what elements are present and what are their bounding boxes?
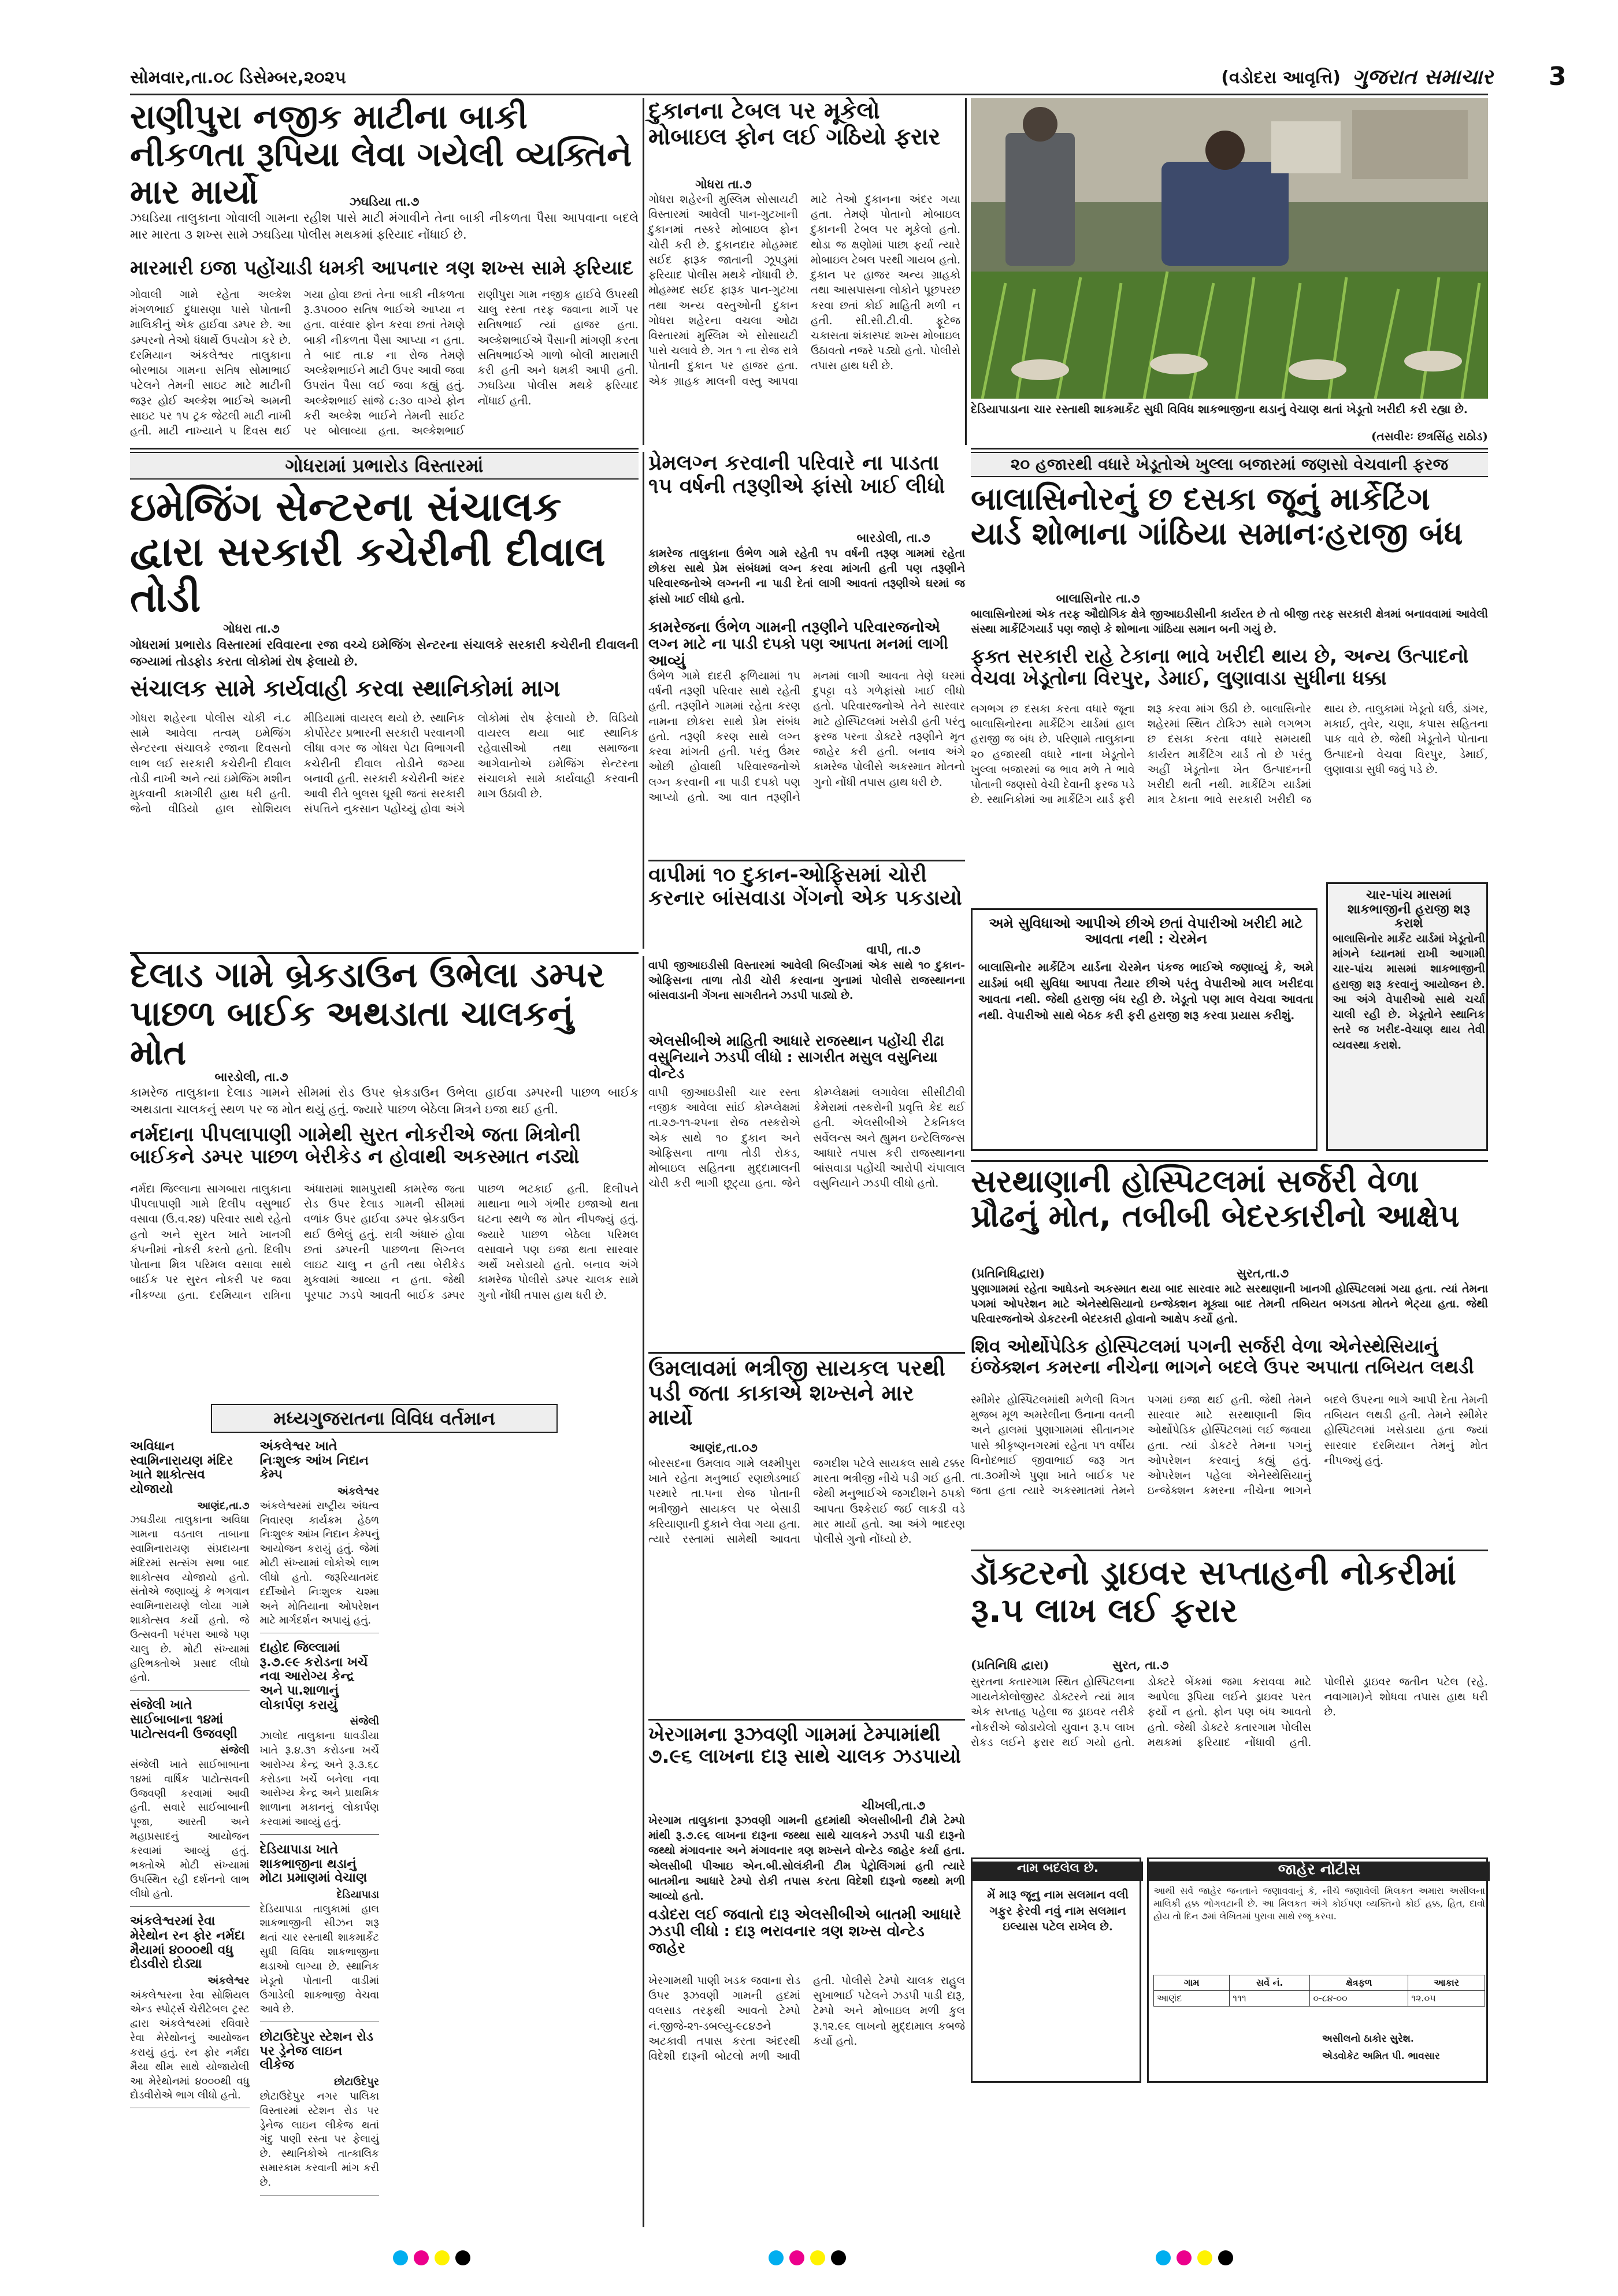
section-rule [648,860,965,861]
box-title: અમે સુવિધાઓ આપીએ છીએ છતાં વેપારીઓ ખરીદી માટે આવતા નથી : ચેરમેન [989,915,1303,947]
dateline: બારડોલી, તા.૭ [856,530,930,545]
story-vapi-theft [648,864,965,1349]
registration-marks [0,2242,1618,2276]
headline: ઇમેજિંગ સેન્ટરના સંચાલક દ્વારા સરકારી કચેરીની દીવાલ તોડી [130,483,606,621]
regional-item-headline: અંકલેશ્વરમાં રેવા મેરેથોન રન ફોર નર્મદા મૈયામાં ૪૦૦૦થી વધુ દોડવીરો દોડ્યા [130,1914,245,1972]
notice-advocate-2: એડવોકેટ અમિત પી. ભાવસાર [1322,2050,1440,2062]
regional-item-dateline: સંજેલી [350,1715,379,1728]
notice-advocate: અસીલનો ઠાકોર સુરેશ. [1322,2033,1414,2045]
regional-item-body: ઝઘડીયા તાલુકાના અવિધા ગામના વડતાલ તાબાના સ્વામિનારાયણ સંપ્રદાયના મંદિરમાં સત્સંગ સભા બાદ શાકોત્સવ યોજાયો હતો. સંતોએ જણાવ્યું કે ભગવાન સ્વામિનારાયણે લોયા ગામે શાકોત્સવ કર્યો હતો. જે ઉત્સવની પરંપરા આજે પણ ચાલુ છે. મોટી સંખ્યામાં હરિભક્તોએ પ્રસાદ લીધો હતો. [130,1514,250,1684]
photo-credit: (તસવીરઃ છત્રસિંહ રાઠોડ) [1371,429,1488,443]
public-notice [1147,1857,1488,2083]
masthead-paper-name: ગુજરાત સમાચાર [1352,65,1493,89]
regional-item-headline: અંકલેશ્વર ખાતે નિઃશુલ્ક આંખ નિદાન કેમ્પ [259,1439,369,1483]
masthead [0,0,1618,92]
headline: બાલાસિનોરનું છ દસકા જૂનું માર્કેટિંગ યાર્ડ શોભાના ગાંઠિયા સમાનઃહરાજી બંધ [971,481,1463,552]
registration-dot [1197,2250,1212,2265]
intro: કામરેજ તાલુકાના ઉંભેળ ગામે રહેતી ૧૫ વર્ષની તરૂણ ગામમાં રહેતા છોકરા સાથે પ્રેમ સંબંધમાં લગ્ન કરવા માંગતી હતી પણ તરૂણીને પરિવારજનોએ લગ્નની ના પાડી દેતાં લાગી આવતાં તરૂણીએ ઘરમાં જ ફાંસો ખાઈ લીધો હતો. [648,547,965,605]
notice-cell: ૧૧૧ [1230,1991,1310,2007]
headline: ડૉક્ટરનો ડ્રાઇવર સપ્તાહની નોકરીમાં રૂ.૫ લાખ લઈ ફરાર [971,1553,1457,1630]
byline: (પ્રતિનિધિ દ્વારા) [971,1658,1049,1672]
article-body: ગોધરા શહેરની મુસ્લિમ સોસાયટી વિસ્તારમાં આવેલી પાન-ગુટખાની દુકાનમાં તસ્કરે મોબાઇલ ફોન ચોરી કરી છે. દુકાનદાર મોહમ્મદ સઈદ ફારૂક જાતાની ઝૂપડુમાં ફરિયાદ પોલીસ મથકે નોંધાવી છે. મોહમ્મદ સઈદ ફારૂક પાન-ગુટખા તથા અન્ય વસ્તુઓની દુકાન ગોધરા શહેરના વચલા ઓઢા વિસ્તારમાં મુસ્લિમ એ સોસાયટી પાસે ચલાવે છે. ગત ૧ ના રોજ રાત્રે પોતાની દુકાન પર હાજર હતા. એક ગ્રાહક માલની વસ્તુ આપવા માટે તેઓ દુકાનના અંદર ગયા હતા. તેમણે પોતાનો મોબાઇલ દુકાનની ટેબલ પર મૂકેલો હતો. થોડા જ ક્ષણોમાં પાછા ફર્યા ત્યારે મોબાઇલ ટેબલ પરથી ગાયબ હતો. દુકાન પર હાજર અન્ય ગ્રાહકો તથા આસપાસના લોકોને પૂછપરછ કરવા છતાં કોઈ માહિતી મળી ન હતી. સી.સી.ટી.વી. ફૂટેજ ચકાસતા શંકાસ્પદ શખ્સ મોબાઇલ ઉઠાવતો નજરે પડ્યો હતો. પોલીસે તપાસ હાથ ધરી છે. [648,193,960,388]
headline: રાણીપુરા નજીક માટીના બાકી નીકળતા રૂપિયા લેવા ગયેલી વ્યક્તિને માર માર્યો [130,97,632,211]
photo-image [971,98,1488,399]
story-mobile-theft [648,98,960,451]
regional-item-body: ઝાલોદ તાલુકાના ધાવડીયા ખાતે રૂ.૪.૩૧ કરોડના ખર્ચે આરોગ્ય કેન્દ્ર અને રૂ.૩.૬૮ કરોડના ખર્ચે બનેલા નવા આરોગ્ય કેન્દ્ર અને પ્રાથમિક શાળાના મકાનનું લોકાર્પણ કરવામાં આવ્યું હતું. [259,1730,379,1829]
story-khergam-liquor [648,1719,965,1904]
registration-dot [769,2250,784,2265]
intro: વાપી જીઆઇડીસી વિસ્તારમાં આવેલી બિલ્ડીંગમાં એક સાથે ૧૦ દુકાન-ઓફિસના તાળા તોડી ચોરી કરવાના ગુનામાં પોલીસે રાજસ્થાનના બાંસવાડાની ગેંગના સાગરીતને ઝડપી પાડ્યો છે. [648,959,965,1002]
regional-item-body: અંકલેશ્વરના રેવા સોશિયલ એન્ડ સ્પોર્ટ્સ ચેરીટેબલ ટ્રસ્ટ દ્વારા અંકલેશ્વરમાં રવિવારે રેવા મેરેથોનનું આયોજન કરાયું હતું. રન ફોર નર્મદા મૈયા થીમ સાથે યોજાયેલી આ મેરેથોનમાં ૪૦૦૦થી વધુ દોડવીરોએ ભાગ લીધો હતો. [130,1989,250,2102]
vegetable-market-photo [971,98,1488,445]
notice-body: આથી સર્વ જાહેર જનતાને જણાવવાનું કે, નીચે જણાવેલી મિલકત અમારા અસીલના માલિકી હક્ક ભોગવટાની છે. આ મિલકત અંગે કોઈપણ વ્યક્તિનો કોઈ હક્ક, હિત, દાવો હોય તો દિન ૭માં લેખિતમાં પુરાવા સાથે રજૂ કરવા. [1153,1885,1485,1922]
regional-item-dateline: અંકલેશ્વર [337,1485,379,1498]
regional-item-dateline: અંકલેશ્વર [207,1974,250,1987]
regional-item [130,1440,250,1691]
registration-dot [831,2250,846,2265]
regional-item [260,1843,380,2022]
kicker: ગોધરામાં પ્રભારોડ વિસ્તારમાં [130,452,639,480]
subhead: એલસીબીએ માહિતી આધારે રાજસ્થાન પહોંચી રીઢા વસુનિયાને ઝડપી લીધો : સાગરીત મસુલ વસુનિયા વોન્ટેડ [648,1032,944,1082]
registration-dot [455,2250,470,2265]
regional-item-headline: સંજેલી ખાતે સાઈબાબાના ૧૪માં પાટોત્સવની ઉજવણી [130,1698,237,1741]
article-body: સુરતના કતારગામ સ્થિત હોસ્પિટલના ગાયનેકોલોજીસ્ટ ડોક્ટરને ત્યાં માત્ર એક સપ્તાહ પહેલા જ ડ્રાઇવર તરીકે નોકરીએ જોડાયેલો યુવાન રૂ.૫ લાખ રોકડ લઈને ફરાર થઈ ગયો હતો. ડોક્ટરે બેંકમાં જમા કરાવવા માટે આપેલા રૂપિયા લઈને ડ્રાઇવર પરત ફર્યો ન હતો. ફોન પણ બંધ આવતો હતો. જેથી ડોક્ટરે કતારગામ પોલીસ મથકમાં ફરિયાદ નોંધાવી હતી. પોલીસે ડ્રાઇવર જતીન પટેલ (રહે. નવાગામ)ને શોધવા તપાસ હાથ ધરી છે. [971,1675,1488,1749]
notice-header: ક્ષેત્રફળ [1310,1975,1408,1991]
story-sarthana-hospital [971,1164,1488,1545]
intro: ગોધરામાં પ્રભારોડ વિસ્તારમાં રવિવારના રજા વચ્ચે ઇમેજિંગ સેન્ટરના સંચાલકે સરકારી કચેરીની દીવાલની જગ્યામાં તોડફોડ કરતા લોકોમાં રોષ ફેલાયો છે. [130,637,639,668]
notice-header: સર્વે નં. [1230,1975,1310,1991]
article-body: વાપી જીઆઇડીસી ચાર રસ્તા નજીક આવેલા સાંઈ કોમ્પ્લેક્ષમાં તા.૨૭-૧૧-૨૫ના રોજ તસ્કરોએ એક સાથે ૧૦ દુકાન અને ઓફિસના તાળા તોડી રોકડ, મોબાઇલ સહિતના મુદ્દામાલની ચોરી કરી ભાગી છૂટ્યા હતા. જેને કોમ્પ્લેક્ષમાં લગાવેલા સીસીટીવી કેમેરામાં તસ્કરોની પ્રવૃત્તિ કેદ થઈ હતી. એલસીબીએ ટેકનિકલ સર્વેલન્સ અને હ્યુમન ઇન્ટેલિજન્સ આધારે તપાસ કરી રાજસ્થાનના બાંસવાડા પહોંચી આરોપી ચંપાલાલ વસુનિયાને ઝડપી લીધો હતો. [648,1086,965,1190]
article-body: નર્મદા જિલ્લાના સાગબારા તાલુકાના પીપલાપાણી ગામે દિલીપ વસુભાઈ વસાવા (ઉ.વ.૨૪) પરિવાર સાથે રહેતો હતો અને સુરત ખાતે ખાનગી કંપનીમાં નોકરી કરતો હતો. દિલીપ પોતાના મિત્ર પરિમલ વસાવા સાથે બાઈક પર સુરત નોકરી પર જવા નીકળ્યા હતા. દરમિયાન રાત્રિના અંધારામાં શામપુરાથી કામરેજ જતા રોડ ઉપર દેલાડ ગામની સીમમાં વળાંક ઉપર હાઈવા ડમ્પર બ્રેકડાઉન થઈ ઉભેલું હતું. રાત્રી અંધારું હોવા છતાં ડમ્પરની પાછળના સિગ્નલ લાઇટ ચાલુ ન હતી તથા બેરીકેડ મુકવામાં આવ્યા ન હતા. જેથી પૂરપાટ ઝડપે આવતી બાઈક ડમ્પર પાછળ ભટકાઈ હતી. દિલીપને માથાના ભાગે ગંભીર ઇજાઓ થતા ઘટના સ્થળે જ મોત નીપજ્યું હતું. જ્યારે પાછળ બેઠેલા પરિમલ વસાવાને પણ ઇજા થતા સારવાર અર્થે ખસેડાયો હતો. બનાવ અંગે કામરેજ પોલીસે ડમ્પર ચાલક સામે ગુનો નોંધી તપાસ હાથ ધરી છે. [130,1183,639,1302]
dateline: સુરત, તા.૭ [1112,1658,1169,1672]
article-body: ઉંભેળ ગામે દાદરી ફળિયામાં ૧૫ વર્ષની તરૂણી પરિવાર સાથે રહેતી હતી. તરૂણીને ગામમાં રહેતા કરણ નામના છોકરા સાથે પ્રેમ સંબંધ હતો. તરૂણી કરણ સાથે લગ્ન કરવા માંગતી હતી. પરંતુ ઉંમર ઓછી હોવાથી પરિવારજનોએ લગ્ન કરવાની ના પાડી દપકો પણ આપ્યો હતો. આ વાત તરૂણીને મનમાં લાગી આવતા તેણે ઘરમાં દુપટ્ટા વડે ગળેફાંસો ખાઈ લીધો હતો. પરિવારજનોએ તેને સારવાર માટે હોસ્પિટલમાં ખસેડી હતી પરંતુ ફરજ પરના ડોક્ટરે તરૂણીને મૃત જાહેર કરી હતી. બનાવ અંગે કામરેજ પોલીસે અકસ્માત મોતનો ગુનો નોંધી તપાસ હાથ ધરી છે. [648,670,965,804]
intro: પુણાગામમાં રહેતા આધેડનો અકસ્માત થયા બાદ સારવાર માટે સરથાણાની ખાનગી હોસ્પિટલમાં ગયા હતા. ત્યાં તેમના પગમાં ઓપરેશન માટે એનેસ્થેસિયાનો ઇન્જેક્શન મૂક્યા બાદ તેમની તબિયત બગડતા મોતને ભેટ્યા હતા. જેથી પરિવારજનોએ ડોકટરની બેદરકારી હોવાનો આક્ષેપ કર્યો હતો. [971,1283,1488,1326]
dateline: વાપી, તા.૭ [866,942,921,957]
page-number: 3 [1549,62,1567,91]
headline: પ્રેમલગ્ન કરવાની પરિવારે ના પાડતા ૧૫ વર્ષની તરૂણીએ ફાંસો ખાઈ લીધો [648,451,945,499]
story-godhra-imaging [130,452,639,949]
dateline: ઝઘડિયા તા.૭ [349,194,420,209]
chairman-box [971,908,1318,1151]
regional-roundup [130,1404,639,2224]
story-balasinor-market [971,452,1488,1157]
box-body: બાલાસિનોર માર્કેટિંગ યાર્ડના ચેરમેન પંકજ ભાઈએ જણાવ્યું કે, અમે યાર્ડમાં બધી સુવિધા આપવા તૈયાર છીએ પરંતુ વેપારીઓ માલ ખરીદવા આવતા નથી. જેથી હરાજી બંધ રહી છે. ખેડૂતો પણ માલ વેચવા આવતા નથી. વેપારીઓ સાથે બેઠક કરી ફરી હરાજી શરૂ કરવા પ્રયાસ કરીશું. [978,960,1313,1022]
regional-item [130,1915,250,2108]
article-body: કામરેજ તાલુકાના દેલાડ ગામને સીમમાં રોડ ઉપર બ્રેકડાઉન ઉભેલા હાઈવા ડમ્પરની પાછળ બાઈક અથડાતા ચાલકનું સ્થળ પર જ મોત થયું હતું. જ્યારે પાછળ બેઠેલા મિત્રને ઇજા થઈ હતી. [130,1086,639,1116]
regional-item-body: અંકલેશ્વરમાં રાષ્ટ્રીય અંધત્વ નિવારણ કાર્યક્રમ હેઠળ નિઃશુલ્ક આંખ નિદાન કેમ્પનું આયોજન કરાયું હતું. જેમાં મોટી સંખ્યામાં લોકોએ લાભ લીધો હતો. જરૂરિયાતમંદ દર્દીઓને નિઃશુલ્ક ચશ્મા અને મોતિયાના ઓપરેશન માટે માર્ગદર્શન અપાયું હતું. [259,1499,379,1627]
section-rule [130,448,639,449]
headline: ઉમલાવમાં ભત્રીજી સાયકલ પરથી પડી જતા કાકાએ શખ્સને માર માર્યો [648,1355,945,1431]
regional-item [260,1641,380,1835]
article-body: બોરસદના ઉમલાવ ગામે લક્ષ્મીપુરા ખાતે રહેતા મનુભાઈ રણછોડભાઈ પરમારે તા.૫ના રોજ પોતાની ભત્રીજીને સાયકલ પર બેસાડી કરિયાણાની દુકાને લેવા ગયા હતા. ત્યારે રસ્તામાં સામેથી આવતા જગદીશ પટેલે સાયકલ સાથે ટક્કર મારતા ભત્રીજી નીચે પડી ગઈ હતી. જેથી મનુભાઈએ જગદીશને ઠપકો આપતા ઉશ્કેરાઈ જઈ લાકડી વડે માર માર્યો હતો. આ અંગે ભાદરણ પોલીસે ગુનો નોંધ્યો છે. [648,1457,965,1546]
masthead-edition: (વડોદરા આવૃત્તિ) [1221,68,1341,88]
column-rule [643,98,644,445]
section-rule [130,952,639,954]
notice-cell: ૧૨.૦૫ [1408,1991,1485,2007]
article-body: સ્મીમેર હોસ્પિટલમાંથી મળેલી વિગત મુજબ મૂળ અમરેલીના ઉનાના વતની અને હાલમાં પુણાગામમાં સીતાનગર પાસે શ્રીકૃષ્ણનગરમાં રહેતા ૫૧ વર્ષીય વિનોદભાઈ જીવાભાઈ જરૂ ગત તા.૩૦મીએ પુણા ખાતે બાઈક પર જતા હતા ત્યારે અકસ્માતમાં તેમને પગમાં ઇજા થઈ હતી. જેથી તેમને સારવાર માટે સરથાણાની શિવ ઓર્થોપેડિક હોસ્પિટલમાં લઈ જવાયા હતા. ત્યાં ડોકટરે તેમના પગનું ઓપરેશન કરવાનું કહ્યું હતું. ઓપરેશન પહેલા એનેસ્થેસિયાનું ઇન્જેક્શન કમરના નીચેના ભાગને બદલે ઉપરના ભાગે આપી દેતા તેમની તબિયત લથડી હતી. તેમને સ્મીમેર હોસ્પિટલમાં ખસેડાયા હતા જ્યાં સારવાર દરમિયાન તેમનું મોત નીપજ્યું હતું. [971,1394,1488,1498]
byline: (પ્રતિનિધિદ્વારા) [971,1266,1045,1280]
box-body: બાલાસિનોર માર્કેટ યાર્ડમાં ખેડૂતોની માંગને ધ્યાનમાં રાખી આગામી ચાર-પાંચ માસમાં શાકભાજીની હરાજી શરૂ કરવાનું આયોજન છે. આ અંગે વેપારીઓ સાથે ચર્ચા ચાલી રહી છે. ખેડૂતોને સ્થાનિક સ્તરે જ ખરીદ-વેચાણ થાય તેવી વ્યવસ્થા કરાશે. [1333,932,1485,1052]
story-umlav [648,1356,965,1714]
story-driver-fraud [971,1554,1488,1855]
notice-table [1153,1975,1485,2021]
headline: દેલાડ ગામે બ્રેકડાઉન ઉભેલા ડમ્પર પાછળ બાઈક અથડાતા ચાલકનું મોત [130,955,605,1073]
notice-title: જાહેર નોટીસ [1149,1862,1490,1881]
story-vadodara-liquor [648,1907,965,2230]
subhead: મારમારી ઇજા પહોંચાડી ધમકી આપનાર ત્રણ શખ્સ સામે ફરિયાદ [130,257,634,280]
registration-dot [414,2250,429,2265]
article-body: ખેરગામ તાલુકાના રૂઝવણી ગામની હદમાંથી એલસીબીની ટીમે ટેમ્પો માંથી રૂ.૭.૯૬ લાખના દારૂના જથ્થા સાથે ચાલકને ઝડપી પાડી દારૂનો જથ્થો મંગાવનાર અને મંગાવનાર ત્રણ શખ્સને વોન્ટેડ જાહેર કર્યા હતા. એલસીબી પીઆઇ એન.બી.સોલંકીની ટીમ પેટ્રોલિંગમાં હતી ત્યારે બાતમીના આધારે ટેમ્પો રોકી તપાસ કરતા વિદેશી દારૂનો જથ્થો મળી આવ્યો હતો. [648,1814,965,1903]
subhead: ફક્ત સરકારી રાહે ટેકાના ભાવે ખરીદી થાય છે, અન્ય ઉત્પાદનો વેચવા ખેડૂતોના વિરપુર, ડેમાઈ, લુણાવાડા સુધીના ધક્કા [971,645,1469,690]
column-rule [965,98,967,445]
registration-dot [393,2250,408,2265]
headline: વડોદરા લઈ જવાતો દારૂ એલસીબીએ બાતમી આધારે ઝડપી લીધો : દારૂ ભરાવનાર ત્રણ શખ્સ વોન્ટેડ જાહેર [648,1906,962,1957]
column-rule [643,452,644,949]
registration-dot [1156,2250,1171,2265]
dateline: ચીખલી,તા.૭ [861,1798,926,1812]
section-rule [971,1550,1488,1551]
dateline: આણંદ,તા.૦૭ [689,1440,758,1455]
masthead-date: સોમવાર,તા.૦૮ ડિસેમ્બર,૨૦૨૫ [130,68,347,88]
registration-dot [810,2250,825,2265]
notice-cell: ૦-૮૪-૦૦ [1310,1991,1408,2007]
registration-dot [789,2250,804,2265]
subhead: સંચાલક સામે કાર્યવાહી કરવા સ્થાનિકોમાં માગ [130,675,561,702]
regional-item-dateline: દેડિયાપાડા [336,1888,379,1901]
regional-item-dateline: આણંદ,તા.૭ [197,1499,250,1512]
section-rule [648,1352,965,1354]
column-rule [643,956,644,2227]
regional-banner: મધ્યગુજરાતના વિવિધ વર્તમાન [211,1404,558,1433]
subhead: કામરેજના ઉંભેળ ગામની તરૂણીને પરિવારજનોએ લગ્ન માટે ના પાડી દપકો પણ આપતા મનમાં લાગી આવ્યું [648,619,948,670]
regional-item-headline: દેડિયાપાડા ખાતે શાકભાજીના થડાનું મોટા પ્રમાણમાં વેચાણ [259,1842,368,1886]
headline: દુકાનના ટેબલ પર મૂકેલો મોબાઇલ ફોન લઈ ગઠિયો ફરાર [648,98,941,150]
notice-header: આકાર [1408,1975,1485,1991]
section-rule [971,1160,1488,1162]
name-change-title: નામ બદલેલ છે. [973,1862,1143,1881]
registration-dot [1177,2250,1192,2265]
regional-item-headline: છોટાઉદેપુર સ્ટેશન રોડ પર ડ્રેનેજ લાઇન લીકેજ [259,2030,374,2073]
registration-dot [1218,2250,1233,2265]
headline: ખેરગામના રૂઝવણી ગામમાં ટેમ્પામાંથી ૭.૯૬ લાખના દારૂ સાથે ચાલક ઝડપાયો [648,1723,961,1769]
story-love-marriage [648,452,965,856]
story-delad-accident [130,956,639,1121]
dateline: ગોધરા તા.૭ [223,621,280,636]
story-maramari [130,257,639,445]
regional-item-dateline: સંજેલી [220,1744,250,1757]
regional-item [260,1440,380,1633]
regional-item [130,1699,250,1907]
section-rule [971,448,1488,449]
intro: બાલાસિનોરમાં એક તરફ ઔદ્યોગિક ક્ષેત્રે જીઆઇડીસીની કાર્યરત છે તો બીજી તરફ સરકારી ક્ષેત્રમાં બનાવવામાં આવેલી સંસ્થા માર્કેટિંગયાર્ડ પણ જાણે કે શોભાના ગાંઠિયા સમાન બની ગયું છે. [971,608,1488,636]
regional-item-body: છોટાઉદેપુર નગર પાલિકા વિસ્તારમાં સ્ટેશન રોડ પર ડ્રેનેજ લાઇન લીકેજ થતાં ગંદુ પાણી રસ્તા પર ફેલાયું છે. સ્થાનિકોએ તાત્કાલિક સમારકામ કરવાની માંગ કરી છે. [259,2090,379,2189]
dateline: સુરત,તા.૭ [1237,1266,1289,1280]
dateline: બારડોલી, તા.૭ [214,1069,288,1084]
article-body: ગોવાલી ગામે રહેતા અલ્કેશ મંગળભાઈ દુધાસણા પાસે પોતાની માલિકીનું એક હાઈવા ડમ્પર છે. આ ડમ્પરનો તેઓ ધંધાર્થે ઉપયોગ કરે છે. દરમિયાન અંકલેશ્વર તાલુકાના બોરભાઠા ગામના સતિષ સોમાભાઈ પટેલને તેમની સાઇટ માટે માટીની જરૂર હોઈ અલ્કેશ ભાઈએ અમની સાઇટ પર ૧૫ ટ્રક જેટલી માટી નાખી હતી. માટી નાખ્યાને ૫ દિવસ થઈ ગયા હોવા છતાં તેના બાકી નીકળતા રૂ.૩૫૦૦૦ સતિષ ભાઈએ આપ્યા ન હતા. વારંવાર ફોન કરવા છતાં તેમણે બાકી નીકળતા પૈસા આપ્યા ન હતા. તે બાદ તા.૪ ના રોજ તેમણે અલ્કેશભાઈને માટી ઉપર આવી જવા ઉપરાંત પૈસા લઈ જવા કહ્યું હતું. અલ્કેશભાઈ સાંજે ૮:૩૦ વાગ્યે ફોન કરી અલ્કેશ ભાઈને તેમની સાઈટ પર બોલાવ્યા હતા. અલ્કેશભાઈ રાણીપુરા ગામ નજીક હાઈવે ઉપરથી ચાલુ રસ્તા તરફ જવાના માર્ગે પર સતિષભાઈ ત્યાં હાજર હતા. અલ્કેશભાઈએ પૈસાની માંગણી કરતા સતિષભાઈએ ગાળો બોલી મારામારી કરી હતી અને ધમકી આપી હતી. ઝઘડિયા પોલીસ મથકે ફરિયાદ નોંધાઈ હતી. [130,288,639,437]
regional-items [130,1440,639,2223]
story-narmada-accident [130,1124,639,1398]
story-ranipura [130,98,639,254]
regional-item [260,2030,380,2195]
dateline: બાલાસિનોર તા.૭ [1056,591,1140,605]
photo-caption: દેડિયાપાડાના ચાર રસ્તાથી શાકમાર્કેટ સુધી વિવિધ શાકભાજીના થડાનું વેચાણ થતાં ખેડૂતો ખરીદી કરી રહ્યા છે. [971,402,1468,416]
notice-cell: આણંદ [1154,1991,1230,2007]
headline: વાપીમાં ૧૦ દુકાન-ઓફિસમાં ચોરી કરનાર બાંસવાડા ગેંગનો એક પકડાયો [648,863,962,911]
section-rule [648,1719,965,1721]
article-body: ઝઘડિયા તાલુકાના ગોવાલી ગામના રહીશ પાસે માટી મંગાવીને તેના બાકી નીકળતા પૈસા આપવાના બદલે માર મારતા ૩ શખ્સ સામે ઝઘડિયા પોલીસ મથકમાં ફરિયાદ નોંધાઈ છે. [130,211,639,242]
subhead: શિવ ઓર્થોપેડિક હોસ્પિટલમાં પગની સર્જરી વેળા એનેસ્થેસિયાનું ઇંજેક્શન કમરના નીચેના ભાગને બદલે ઉપર અપાતા તબિયત લથડી [971,1335,1474,1378]
name-change-notice [971,1857,1141,2083]
regional-item-headline: અવિધાન સ્વામિનારાયણ મંદિર ખાતે શાકોત્સવ યોજાયો [130,1439,233,1496]
regional-item-body: સંજેલી ખાતે સાઈબાબાના ૧૪માં વાર્ષિક પાટોત્સવની ઉજવણી કરવામાં આવી હતી. સવારે સાઈબાબાની પૂજા, આરતી અને મહાપ્રસાદનું આયોજન કરવામાં આવ્યું હતું. ભક્તોએ મોટી સંખ્યામાં ઉપસ્થિત રહી દર્શનનો લાભ લીધો હતો. [130,1758,250,1900]
article-body: લગભગ છ દસકા કરતા વધારે જૂના બાલાસિનોરના માર્કેટિંગ યાર્ડમાં હાલ હરાજી જ બંધ છે. પરિણામે તાલુકાના ૨૦ હજારથી વધારે નાના ખેડૂતોને ખુલ્લા બજારમાં જ ભાવ મળે તે ભાવે પોતાની જણસો વેચી દેવાની ફરજ પડે છે. સ્થાનિકોમાં આ માર્કેટિંગ યાર્ડ ફરી શરૂ કરવા માંગ ઉઠી છે. બાલાસિનોર શહેરમાં સ્થિત ટોકિઝ સામે લગભગ છ દસકા કરતા વધારે સમયથી કાર્યરત માર્કેટિંગ યાર્ડ તો છે પરંતુ અહીં ખેડૂતોના ખેત ઉત્પાદનની ખરીદી થતી નથી. માર્કેટિંગ યાર્ડમાં માત્ર ટેકાના ભાવે સરકારી ખરીદી જ થાય છે. તાલુકામાં ખેડૂતો ઘઉં, ડાંગર, મકાઈ, તુવેર, ચણા, કપાસ સહિતના પાક વાવે છે. જેથી ખેડૂતોને પોતાના ઉત્પાદનો વેચવા વિરપુર, ડેમાઈ, લુણાવાડા સુધી જવું પડે છે. [971,703,1488,807]
regional-item-dateline: છોટાઉદેપુર [334,2076,379,2089]
masthead-rule [130,94,1488,95]
headline: નર્મદાના પીપલાપાણી ગામેથી સુરત નોકરીએ જતા મિત્રોની બાઈકને ડમ્પર પાછળ બેરીકેડ ન હોવાથી અકસ્માત નડ્યો [130,1123,581,1169]
notice-header: ગામ [1154,1975,1230,1991]
name-change-body: મેં મારૂ જૂનુ નામ સલમાન વલી ગફુર ફેરવી નવું નામ સલમાન ઇલ્યાસ પટેલ રાખેલ છે. [987,1888,1129,1934]
regional-item-body: દેડિયાપાડા તાલુકામાં હાલ શાકભાજીની સીઝન શરૂ થતાં ચાર રસ્તાથી શાકમાર્કેટ સુધી વિવિધ શાકભાજીના થડાઓ લાગ્યા છે. સ્થાનિક ખેડૂતો પોતાની વાડીમાં ઉગાડેલી શાકભાજી વેચવા આવે છે. [259,1903,379,2016]
regional-item-headline: દાહોદ જિલ્લામાં રૂ.૭.૯૯ કરોડના ખર્ચે નવા આરોગ્ય કેન્દ્ર અને પા.શાળાનું લોકાર્પણ કરાયું [259,1641,368,1712]
vegetable-auction-box [1326,882,1488,1151]
registration-dot [435,2250,450,2265]
article-body: ગોધરા શહેરના પોલીસ ચોકી નં.૮ સામે આવેલા તત્વમ્ ઇમેજિંગ સેન્ટરના સંચાલકે રજાના દિવસનો લાભ લઈ સરકારી કચેરીની દીવાલ તોડી નાખી અને ત્યાં ઇમેજિંગ મશીન મુકવાની કામગીરી હાથ ધરી હતી. જેનો વીડિયો હાલ સોશિયલ મીડિયામાં વાયરલ થયો છે. સ્થાનિક કોર્પોરેટર પ્રભારની સરકારી પરવાનગી લીધા વગર જ ગોધરા પેટા વિભાગની કચેરીની દીવાલ તોડીને જગ્યા બનાવી હતી. સરકારી કચેરીની અંદર આવી રીતે બુલસ ઘૂસી જતાં સરકારી સંપત્તિને નુકસાન પહોંચ્યું હોવા અંગે લોકોમાં રોષ ફેલાયો છે. વિડિયો વાયરલ થયા બાદ સ્થાનિક રહેવાસીઓ તથા સમાજના આગેવાનોએ ઇમેજિંગ સેન્ટરના સંચાલકો સામે કાર્યવાહી કરવાની માગ ઉઠાવી છે. [130,712,639,816]
kicker: ૨૦ હજારથી વધારે ખેડૂતોએ ખુલ્લા બજારમાં જણસો વેચવાની ફરજ [971,452,1488,477]
dateline: ગોધરા તા.૭ [695,177,752,191]
headline: સરથાણાની હોસ્પિટલમાં સર્જરી વેળા પ્રૌઢનું મોત, તબીબી બેદરકારીનો આક્ષેપ [971,1163,1460,1235]
box-title: ચાર-પાંચ માસમાં શાકભાજીની હરાજી શરૂ કરાશે [1347,888,1471,931]
article-body: ખેરગામથી પાણી ખડક જવાના રોડ ઉપર રૂઝવણી ગામની હદમાં વલસાડ તરફથી આવતો ટેમ્પો નં.જીજે-૨૧-ડબલ્યુ-૯૮૪૭ને અટકાવી તપાસ કરતા અંદરથી વિદેશી દારૂની બોટલો મળી આવી હતી. પોલીસે ટેમ્પો ચાલક રાહુલ સુખાભાઈ પટેલને ઝડપી પાડી દારૂ, ટેમ્પો અને મોબાઇલ મળી કુલ રૂ.૧૨.૯૬ લાખનો મુદ્દામાલ કબજે કર્યો હતો. [648,1974,965,2063]
